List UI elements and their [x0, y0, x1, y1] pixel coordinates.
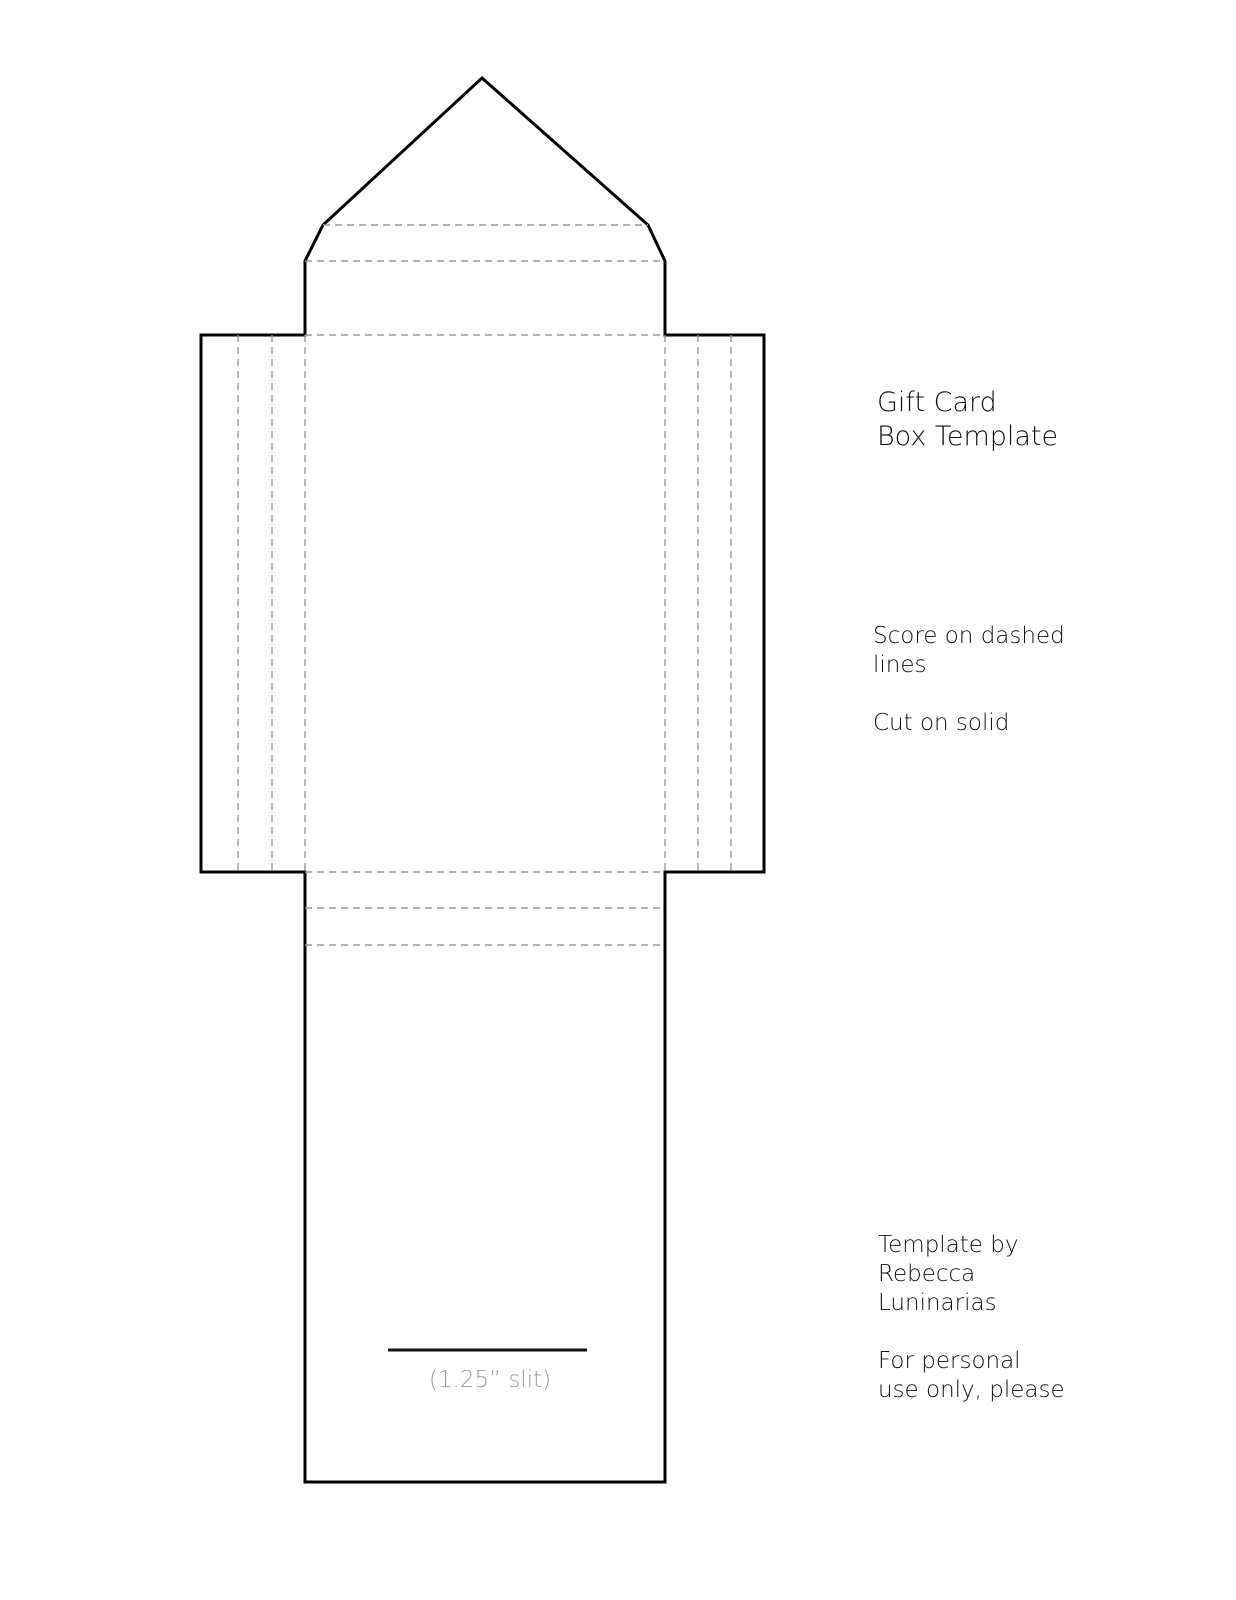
- cut-outline: [201, 78, 764, 1482]
- cut-instruction: Cut on solid: [873, 710, 1010, 736]
- usage-line-2: use only, please: [878, 1377, 1065, 1403]
- template-title: [877, 386, 1058, 454]
- credit-line-1: Template by: [878, 1232, 1019, 1258]
- score-instruction-line-2: lines: [873, 652, 927, 678]
- score-instruction-line-1: Score on dashed: [873, 623, 1065, 649]
- credit-line-2: Rebecca: [878, 1261, 976, 1287]
- credit-notice: [878, 1231, 1108, 1405]
- credit-line-3: Luninarias: [878, 1290, 997, 1316]
- instructions: [873, 622, 1103, 738]
- title-line-2: Box Template: [877, 421, 1059, 452]
- slit-label: (1.25” slit): [428, 1367, 552, 1393]
- usage-line-1: For personal: [878, 1348, 1021, 1374]
- title-line-1: Gift Card: [877, 387, 997, 418]
